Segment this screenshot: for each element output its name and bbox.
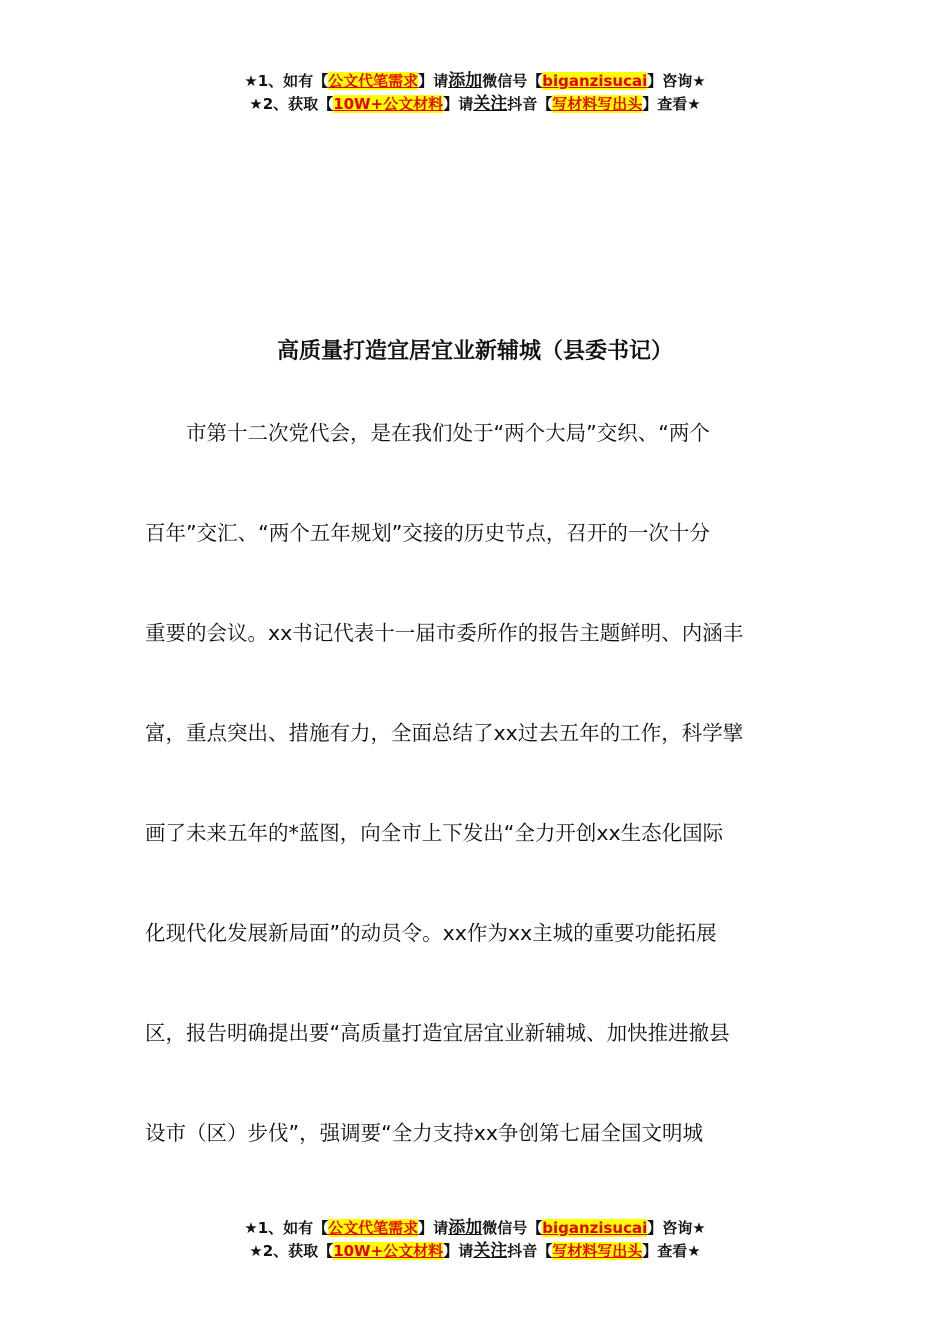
banner-line-2: ★2、获取【10W+公文材料】请关注抖音【写材料写出头】查看★ <box>249 94 701 114</box>
body-line: 化现代化发展新局面”的动员令。xx作为xx主城的重要功能拓展 <box>145 921 717 945</box>
banner-line-2: ★2、获取【10W+公文材料】请关注抖音【写材料写出头】查看★ <box>249 1241 701 1261</box>
highlight-douyin-account: 写材料写出头 <box>552 95 643 113</box>
body-line: 重要的会议。xx书记代表十一届市委所作的报告主题鲜明、内涵丰 <box>145 621 744 645</box>
footer-banner <box>0 1217 950 1263</box>
highlight-materials: 10W+公文材料 <box>333 1242 444 1260</box>
document-title: 高质量打造宜居宜业新辅城（县委书记） <box>276 339 673 364</box>
highlight-materials: 10W+公文材料 <box>333 95 444 113</box>
banner-line-1: ★1、如有【公文代笔需求】请添加微信号【biganzisucai】咨询★ <box>244 71 706 91</box>
highlight-douyin-account: 写材料写出头 <box>552 1242 643 1260</box>
highlight-wechat-id: biganzisucai <box>542 72 648 90</box>
highlight-writing-service: 公文代笔需求 <box>328 1219 419 1237</box>
document-body <box>145 383 807 1183</box>
banner-line-1: ★1、如有【公文代笔需求】请添加微信号【biganzisucai】咨询★ <box>244 1218 706 1238</box>
highlight-writing-service: 公文代笔需求 <box>328 72 419 90</box>
body-line: 富，重点突出、措施有力，全面总结了xx过去五年的工作，科学擘 <box>145 721 744 745</box>
highlight-wechat-id: biganzisucai <box>542 1219 648 1237</box>
body-line: 画了未来五年的*蓝图，向全市上下发出“全力开创xx生态化国际 <box>145 821 724 845</box>
body-line: 区，报告明确提出要“高质量打造宜居宜业新辅城、加快推进撤县 <box>145 1021 730 1045</box>
header-banner <box>0 70 950 116</box>
body-line: 市第十二次党代会，是在我们处于“两个大局”交织、“两个 <box>145 421 710 445</box>
body-line: 百年”交汇、“两个五年规划”交接的历史节点，召开的一次十分 <box>145 521 710 545</box>
body-line: 设市（区）步伐”，强调要“全力支持xx争创第七届全国文明城 <box>145 1121 704 1145</box>
